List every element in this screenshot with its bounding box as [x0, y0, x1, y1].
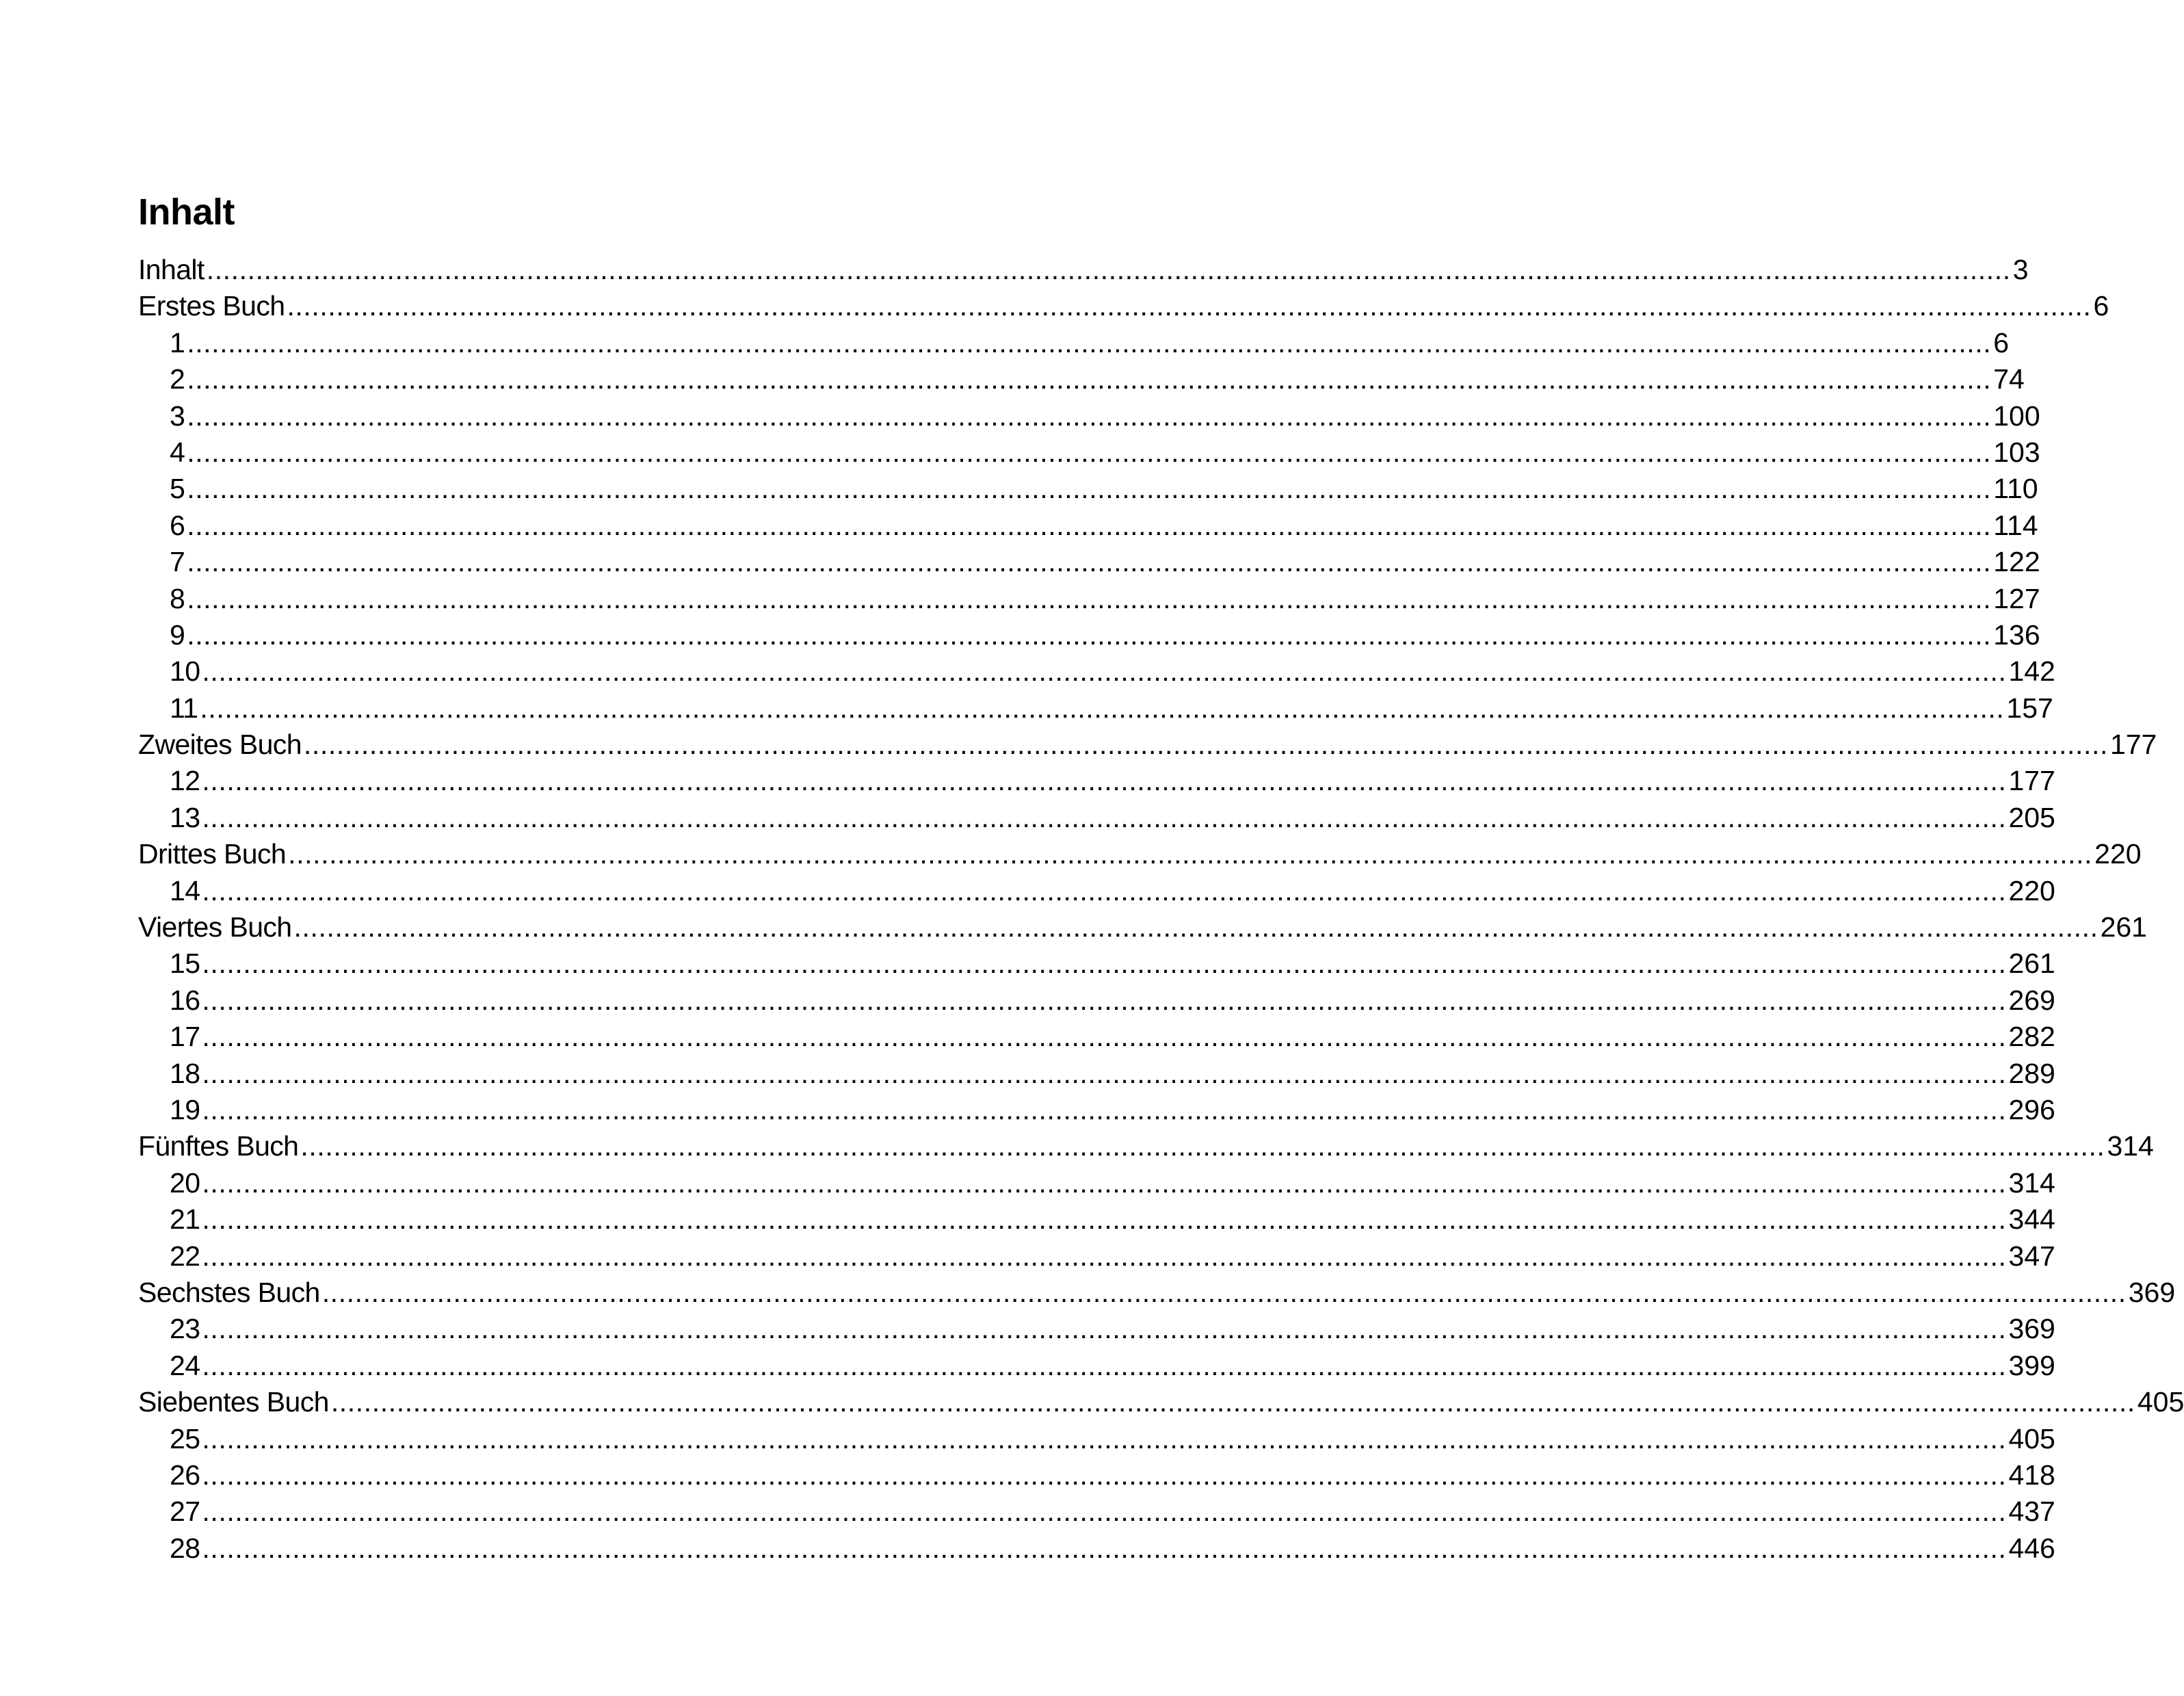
toc-entry-label: Erstes Buch: [138, 290, 285, 322]
toc-chapter-link[interactable]: [138, 1092, 2055, 1128]
toc-chapter-link[interactable]: [138, 763, 2055, 799]
toc-chapter-link[interactable]: [138, 1421, 2055, 1457]
toc-chapter-link[interactable]: [138, 471, 2038, 507]
toc-entry-label: 25: [170, 1422, 200, 1454]
dot-leader: ............................................................................................................................................................................................................................: [300, 1130, 2105, 1162]
toc-entry-page-number: 347: [2008, 1240, 2055, 1272]
dot-leader: ............................................................................................................................................................................................................................: [202, 1313, 2007, 1345]
toc-entry-page-number: 6: [2093, 290, 2109, 322]
toc-entry-label: 6: [170, 509, 185, 541]
toc-entry-page-number: 103: [1993, 436, 2040, 468]
toc-chapter-link[interactable]: [138, 1493, 2055, 1530]
toc-entry-page-number: 405: [2137, 1386, 2184, 1418]
toc-entry-page-number: 127: [1993, 582, 2040, 614]
toc-entry-page-number: 405: [2008, 1422, 2055, 1454]
dot-leader: ............................................................................................................................................................................................................................: [202, 1093, 2007, 1125]
toc-entry-page-number: 296: [2008, 1093, 2055, 1125]
dot-leader: ............................................................................................................................................................................................................................: [202, 874, 2007, 906]
toc-entry-page-number: 177: [2008, 765, 2055, 797]
toc-chapter-link[interactable]: [138, 1457, 2055, 1493]
toc-section-link[interactable]: [138, 288, 2109, 324]
dot-leader: ............................................................................................................................................................................................................................: [187, 618, 1992, 651]
toc-entry-label: 7: [170, 546, 185, 578]
dot-leader: ............................................................................................................................................................................................................................: [202, 1422, 2007, 1454]
toc-chapter-link[interactable]: [138, 1348, 2055, 1384]
table-of-contents: [138, 252, 2184, 1567]
dot-leader: ............................................................................................................................................................................................................................: [202, 1459, 2007, 1491]
toc-entry-label: 21: [170, 1203, 200, 1236]
toc-entry-page-number: 122: [1993, 546, 2040, 578]
toc-entry-page-number: 136: [1993, 618, 2040, 651]
toc-entry-label: 20: [170, 1166, 200, 1199]
toc-entry-page-number: 269: [2008, 984, 2055, 1016]
toc-entry-label: 23: [170, 1313, 200, 1345]
toc-entry-label: 17: [170, 1021, 200, 1053]
toc-entry-label: 1: [170, 326, 185, 358]
toc-entry-page-number: 177: [2109, 729, 2157, 761]
dot-leader: ............................................................................................................................................................................................................................: [202, 948, 2007, 980]
toc-entry-page-number: 314: [2107, 1130, 2154, 1162]
toc-entry-label: 5: [170, 473, 185, 505]
dot-leader: ............................................................................................................................................................................................................................: [187, 509, 1992, 541]
toc-entry-label: 15: [170, 948, 200, 980]
toc-entry-label: 26: [170, 1459, 200, 1491]
toc-entry-label: Sechstes Buch: [138, 1276, 320, 1308]
toc-entry-label: 14: [170, 874, 200, 906]
toc-chapter-link[interactable]: [138, 544, 2040, 580]
dot-leader: ............................................................................................................................................................................................................................: [202, 1021, 2007, 1053]
dot-leader: ............................................................................................................................................................................................................................: [202, 1496, 2007, 1528]
toc-entry-label: 16: [170, 984, 200, 1016]
toc-entry-page-number: 282: [2008, 1021, 2055, 1053]
toc-chapter-link[interactable]: [138, 325, 2010, 361]
toc-entry-label: 19: [170, 1093, 200, 1125]
dot-leader: ............................................................................................................................................................................................................................: [187, 436, 1992, 468]
toc-chapter-link[interactable]: [138, 982, 2055, 1019]
toc-chapter-link[interactable]: [138, 617, 2040, 653]
toc-entry-label: Inhalt: [138, 254, 205, 285]
dot-leader: ............................................................................................................................................................................................................................: [202, 1057, 2007, 1089]
toc-chapter-link[interactable]: [138, 1530, 2055, 1567]
toc-chapter-link[interactable]: [138, 581, 2040, 617]
dot-leader: ............................................................................................................................................................................................................................: [202, 1240, 2007, 1272]
toc-entry-page-number: 220: [2094, 838, 2142, 870]
toc-chapter-link[interactable]: [138, 1019, 2055, 1055]
dot-leader: ............................................................................................................................................................................................................................: [202, 765, 2007, 797]
toc-entry-label: Viertes Buch: [138, 911, 292, 943]
toc-entry-page-number: 314: [2008, 1166, 2055, 1199]
toc-entry-page-number: 74: [1993, 363, 2025, 395]
dot-leader: ............................................................................................................................................................................................................................: [202, 1349, 2007, 1381]
toc-chapter-link[interactable]: [138, 1056, 2055, 1092]
toc-entry-page-number: 205: [2008, 801, 2055, 833]
toc-chapter-link[interactable]: [138, 508, 2038, 544]
dot-leader: ............................................................................................................................................................................................................................: [202, 1203, 2007, 1236]
toc-entry-label: 4: [170, 436, 185, 468]
toc-entry-label: 27: [170, 1496, 200, 1528]
toc-entry-page-number: 446: [2008, 1532, 2055, 1564]
dot-leader: ............................................................................................................................................................................................................................: [293, 911, 2099, 943]
toc-section-link[interactable]: [138, 1275, 2176, 1311]
toc-chapter-link[interactable]: [138, 800, 2055, 836]
toc-entry-page-number: 220: [2008, 874, 2055, 906]
toc-entry-page-number: 157: [2006, 692, 2053, 724]
toc-section-link[interactable]: [138, 909, 2147, 945]
toc-entry-label: 3: [170, 400, 185, 432]
dot-leader: ............................................................................................................................................................................................................................: [206, 254, 2011, 285]
toc-entry-label: 11: [170, 692, 198, 724]
toc-entry-page-number: 142: [2008, 655, 2055, 688]
toc-entry-page-number: 369: [2128, 1276, 2176, 1308]
toc-chapter-link[interactable]: [138, 1311, 2055, 1347]
dot-leader: ............................................................................................................................................................................................................................: [187, 363, 1992, 395]
dot-leader: ............................................................................................................................................................................................................................: [200, 692, 2005, 724]
toc-entry-label: 2: [170, 363, 185, 395]
toc-chapter-link[interactable]: [138, 1238, 2055, 1275]
toc-entry-label: 18: [170, 1057, 200, 1089]
dot-leader: ............................................................................................................................................................................................................................: [202, 655, 2007, 688]
toc-entry-page-number: 369: [2008, 1313, 2055, 1345]
toc-chapter-link[interactable]: [138, 361, 2025, 397]
toc-entry-label: 22: [170, 1240, 200, 1272]
toc-entry-label: Drittes Buch: [138, 838, 287, 870]
toc-entry-page-number: 289: [2008, 1057, 2055, 1089]
toc-entry-page-number: 114: [1993, 509, 2038, 541]
toc-entry-page-number: 261: [2008, 948, 2055, 980]
dot-leader: ............................................................................................................................................................................................................................: [321, 1276, 2127, 1308]
dot-leader: ............................................................................................................................................................................................................................: [202, 984, 2007, 1016]
toc-entry-label: 28: [170, 1532, 200, 1564]
toc-section-link[interactable]: [138, 836, 2142, 872]
toc-chapter-link[interactable]: [138, 434, 2040, 471]
toc-entry-page-number: 261: [2100, 911, 2147, 943]
dot-leader: ............................................................................................................................................................................................................................: [187, 546, 1992, 578]
toc-entry-label: Fünftes Buch: [138, 1130, 299, 1162]
toc-chapter-link[interactable]: [138, 1165, 2055, 1201]
toc-entry-page-number: 6: [1993, 326, 2010, 358]
toc-chapter-link[interactable]: [138, 1201, 2055, 1238]
dot-leader: ............................................................................................................................................................................................................................: [187, 400, 1992, 432]
page-title: Inhalt: [138, 192, 235, 233]
dot-leader: ............................................................................................................................................................................................................................: [287, 290, 2092, 322]
toc-section-link[interactable]: [138, 727, 2157, 763]
toc-chapter-link[interactable]: [138, 945, 2055, 982]
toc-entry-label: 10: [170, 655, 200, 688]
toc-chapter-link[interactable]: [138, 398, 2040, 434]
toc-entry-page-number: 100: [1993, 400, 2040, 432]
toc-entry-label: 12: [170, 765, 200, 797]
toc-chapter-link[interactable]: [138, 873, 2055, 909]
dot-leader: ............................................................................................................................................................................................................................: [187, 582, 1992, 614]
dot-leader: ............................................................................................................................................................................................................................: [202, 1166, 2007, 1199]
dot-leader: ............................................................................................................................................................................................................................: [202, 1532, 2007, 1564]
dot-leader: ............................................................................................................................................................................................................................: [187, 473, 1992, 505]
toc-entry-page-number: 437: [2008, 1496, 2055, 1528]
toc-section-link[interactable]: [138, 252, 2029, 288]
toc-entry-label: 9: [170, 618, 185, 651]
dot-leader: ............................................................................................................................................................................................................................: [330, 1386, 2135, 1418]
dot-leader: ............................................................................................................................................................................................................................: [288, 838, 2093, 870]
toc-chapter-link[interactable]: [138, 653, 2055, 690]
toc-entry-label: Zweites Buch: [138, 729, 302, 761]
toc-entry-page-number: 399: [2008, 1349, 2055, 1381]
toc-entry-page-number: 418: [2008, 1459, 2055, 1491]
toc-entry-page-number: 110: [1993, 473, 2038, 505]
toc-entry-label: 13: [170, 801, 200, 833]
dot-leader: ............................................................................................................................................................................................................................: [303, 729, 2108, 761]
toc-entry-page-number: 344: [2008, 1203, 2055, 1236]
toc-chapter-link[interactable]: [138, 690, 2053, 727]
toc-section-link[interactable]: [138, 1128, 2154, 1164]
dot-leader: ............................................................................................................................................................................................................................: [202, 801, 2007, 833]
toc-entry-page-number: 3: [2012, 254, 2029, 285]
toc-entry-label: 24: [170, 1349, 200, 1381]
dot-leader: ............................................................................................................................................................................................................................: [187, 326, 1992, 358]
toc-section-link[interactable]: [138, 1384, 2184, 1420]
toc-entry-label: 8: [170, 582, 185, 614]
toc-entry-label: Siebentes Buch: [138, 1386, 329, 1418]
